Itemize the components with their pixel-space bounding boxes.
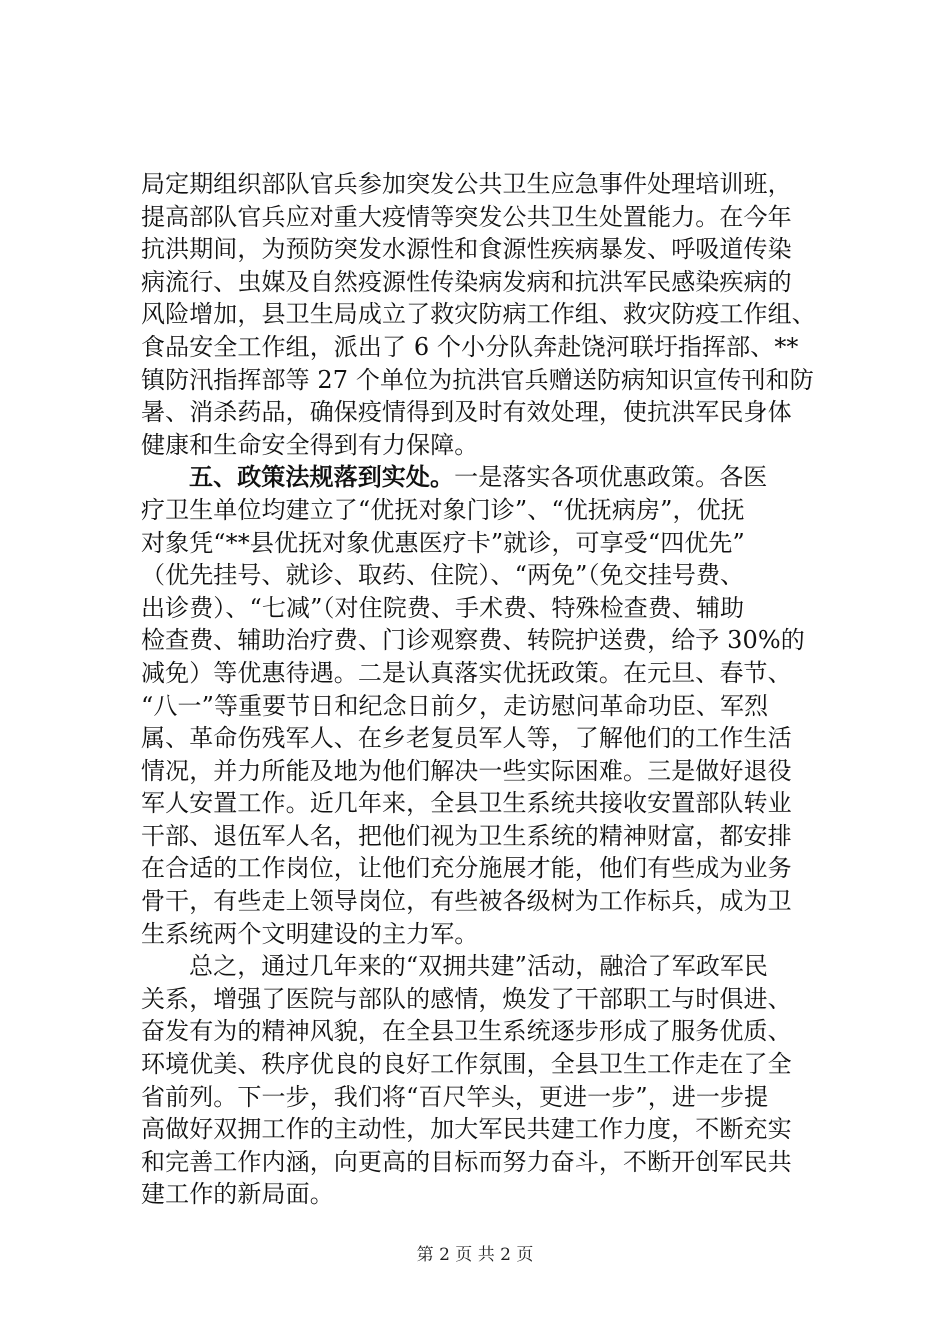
text-line: （优先挂号、就诊、取药、住院）、“两免”（免交挂号费、 — [141, 561, 745, 590]
paragraph-summary — [141, 950, 831, 1211]
text-line: 属、革命伤残军人、在乡老复员军人等，了解他们的工作生活 — [141, 724, 792, 753]
text-line: 环境优美、秩序优良的良好工作氛围，全县卫生工作走在了全 — [141, 1050, 792, 1079]
text-line: 风险增加，县卫生局成立了救灾防病工作组、救灾防疫工作组、 — [141, 300, 816, 329]
text-line: 军人安置工作。近几年来，全县卫生系统共接收安置部队转业 — [141, 789, 792, 818]
text-line: 健康和生命安全得到有力保障。 — [141, 430, 479, 459]
text-line: 骨干，有些走上领导岗位，有些被各级树为工作标兵，成为卫 — [141, 887, 792, 916]
text-line: 高做好双拥工作的主动性，加大军民共建工作力度，不断充实 — [141, 1115, 792, 1144]
text-line: 在合适的工作岗位，让他们充分施展才能，他们有些成为业务 — [141, 854, 792, 883]
text-line: 食品安全工作组，派出了 6 个小分队奔赴饶河联圩指挥部、** — [141, 332, 799, 361]
text-line: 暑、消杀药品，确保疫情得到及时有效处理，使抗洪军民身体 — [141, 398, 792, 427]
text-line: 减免）等优惠待遇。二是认真落实优抚政策。在元旦、春节、 — [141, 658, 792, 687]
text-line: 干部、退伍军人名，把他们视为卫生系统的精神财富，都安排 — [141, 821, 792, 850]
paragraph-policy — [141, 461, 831, 950]
document-body — [141, 168, 831, 1211]
text-line: 和完善工作内涵，向更高的目标而努力奋斗，不断开创军民共 — [141, 1147, 792, 1176]
text-line: 镇防汛指挥部等 27 个单位为抗洪官兵赠送防病知识宣传刊和防 — [141, 365, 814, 394]
text-line: 对象凭“**县优抚对象优惠医疗卡”就诊，可享受“四优先” — [141, 528, 745, 557]
text-line: 抗洪期间，为预防突发水源性和食源性疾病暴发、呼吸道传染 — [141, 235, 792, 264]
text-line: 关系，增强了医院与部队的感情，焕发了干部职工与时俱进、 — [141, 984, 792, 1013]
text-line: “八一”等重要节日和纪念日前夕，走访慰问革命功臣、军烈 — [141, 691, 769, 720]
text-line: 提高部队官兵应对重大疫情等突发公共卫生处置能力。在今年 — [141, 202, 792, 231]
page-number-footer: 第 2 页 共 2 页 — [416, 1245, 534, 1265]
paragraph-first-line: 总之，通过几年来的“双拥共建”活动，融洽了军政军民 — [189, 952, 769, 981]
text-line: 检查费、辅助治疗费、门诊观察费、转院护送费，给予 30%的 — [141, 626, 805, 655]
text-line: 疗卫生单位均建立了“优抚对象门诊”、“优抚病房”，优抚 — [141, 495, 745, 524]
text-line: 生系统两个文明建设的主力军。 — [141, 919, 479, 948]
text-run: 一是落实各项优惠政策。各医 — [454, 463, 768, 492]
paragraph-first-line — [141, 461, 831, 494]
text-line: 局定期组织部队官兵参加突发公共卫生应急事件处理培训班， — [141, 170, 792, 198]
section-heading: 五、政策法规落到实处。 — [189, 462, 455, 492]
text-line: 建工作的新局面。 — [141, 1180, 334, 1209]
text-line: 省前列。下一步，我们将“百尺竿头，更进一步”，进一步提 — [141, 1082, 769, 1111]
paragraph-health-emergency — [141, 168, 831, 461]
text-line: 奋发有为的精神风貌，在全县卫生系统逐步形成了服务优质、 — [141, 1017, 792, 1046]
text-line: 病流行、虫媒及自然疫源性传染病发病和抗洪军民感染疾病的 — [141, 267, 792, 296]
text-line: 情况，并力所能及地为他们解决一些实际困难。三是做好退役 — [141, 756, 792, 785]
text-line: 出诊费）、“七减”（对住院费、手术费、特殊检查费、辅助 — [141, 593, 745, 622]
